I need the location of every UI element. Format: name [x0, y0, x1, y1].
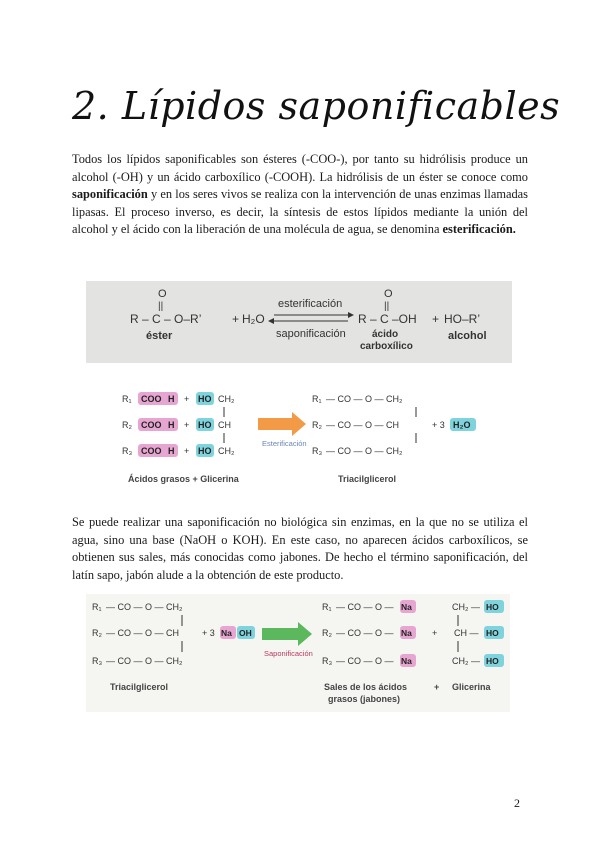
glycerol-carbon: CH₂ — [218, 394, 235, 404]
acid-formula: R – C –OH — [358, 312, 417, 326]
coo-group: COO — [141, 420, 162, 430]
ester-chain: — CO — O — CH₂ — [106, 656, 183, 666]
base-coefficient: + 3 — [202, 628, 215, 638]
carbonyl-oxygen: O — [384, 288, 393, 300]
carbonyl-oxygen: O — [158, 288, 167, 300]
r-group: R₁ — [92, 602, 102, 612]
r-group: R₁ — [122, 394, 132, 404]
plus-sign: + — [184, 394, 190, 404]
ester-label: éster — [146, 330, 173, 342]
water-formula: H₂O — [453, 420, 471, 430]
ho-group: HO — [486, 656, 499, 666]
ho-group: HO — [486, 628, 499, 638]
reactants-label: Ácidos grasos + Glicerina — [128, 474, 239, 484]
ho-group: HO — [486, 602, 499, 612]
ester-chain: — CO — O — CH — [106, 628, 180, 638]
alcohol-formula: HO–R’ — [444, 312, 481, 326]
hydrogen: H — [168, 446, 175, 456]
double-bond: || — [158, 301, 164, 312]
r-group: R₃ — [122, 446, 133, 456]
acid-row-3 — [122, 444, 235, 457]
ester-chain: — CO — O — CH₂ — [106, 602, 183, 612]
r-group: R₂ — [322, 628, 332, 638]
ester-chain: — CO — O — CH₂ — [326, 446, 403, 456]
figure-ester-equilibrium — [86, 281, 512, 363]
arrow-label-esterificacion: esterificación — [278, 298, 343, 310]
ester-chain: — CO — O — CH — [326, 420, 400, 430]
keyword-esterificacion: esterificación. — [442, 222, 516, 237]
hydrogen: H — [168, 394, 175, 404]
acid-row-1 — [122, 392, 235, 405]
glycerol-carbon: CH₂ — [218, 446, 235, 456]
sodium: Na — [401, 656, 412, 666]
sodium: Na — [401, 602, 412, 612]
plus-sign: + — [432, 628, 438, 638]
salt-chain: — CO — O — — [336, 628, 394, 638]
ho-group: HO — [198, 446, 212, 456]
paragraph-text: Todos los lípidos saponificables son ésteres (-COO-), por tanto su hidrólisis produce un alcohol (-OH) y un ácido carboxílico (-COOH). La hidrólisis de un éster se conoce como — [72, 152, 528, 184]
ester-chain: — CO — O — CH₂ — [326, 394, 403, 404]
sodium: Na — [221, 628, 232, 638]
plus-sign: + — [432, 312, 440, 326]
r-group: R₂ — [122, 420, 132, 430]
soap-label: grasos (jabones) — [328, 694, 401, 704]
saponification-arrow — [262, 622, 312, 646]
ho-group: HO — [198, 420, 212, 430]
r-group: R₁ — [312, 394, 322, 404]
page-number: 2 — [514, 796, 520, 810]
acid-label: carboxílico — [360, 341, 413, 352]
hydrogen: H — [168, 420, 175, 430]
glycerol-carbon: CH — [218, 420, 231, 430]
r-group: R₃ — [312, 446, 323, 456]
glycerol-carbon: CH₂ — — [452, 602, 480, 612]
acid-label: ácido — [372, 329, 399, 340]
coo-group: COO — [141, 394, 162, 404]
coo-group: COO — [141, 446, 162, 456]
saponification-label: Saponificación — [264, 649, 313, 658]
plus-sign: + — [184, 420, 190, 430]
reactant-label: Triacilglicerol — [110, 682, 169, 692]
r-group: R₃ — [92, 656, 103, 666]
water-coefficient: + 3 — [432, 420, 445, 430]
paragraph-text: y en los seres vivos se realiza con la intervención de unas enzimas llamadas lipasas. El proceso inverso, es decir, la síntesis de estos lípidos mediante la unión del alcohol y el ácido con la liberación de una molécula de agua, se denomina — [72, 187, 528, 237]
arrow-label-saponificacion: saponificación — [276, 328, 346, 340]
water-formula: H₂O — [242, 312, 265, 326]
acid-row-2 — [122, 418, 231, 431]
r-group: R₂ — [312, 420, 322, 430]
salt-chain: — CO — O — — [336, 656, 394, 666]
sodium: Na — [401, 628, 412, 638]
ester-formula: R – C – O–R’ — [130, 312, 202, 326]
hydroxide: OH — [239, 628, 252, 638]
page-title: 2. Lípidos saponificables — [72, 84, 561, 128]
paragraph-non-biological: Se puede realizar una saponificación no biológica sin enzimas, en la que no se utiliza el agua, sino una base (NaOH o KOH). En este caso, no aparecen ácidos carboxílicos, se obtienen sus sales, más conocidas como jabones. De hecho el término saponificación, del latín sapo, jabón alude a la obtención de este producto. — [72, 515, 528, 582]
r-group: R₂ — [92, 628, 102, 638]
plus-sign: + — [184, 446, 190, 456]
ho-group: HO — [198, 394, 212, 404]
plus-sign: + — [434, 682, 440, 692]
esterification-arrow — [258, 412, 306, 436]
esterification-label: Esterificación — [262, 439, 307, 448]
r-group: R₁ — [322, 602, 332, 612]
paragraph-hydrolysis — [72, 151, 528, 239]
figure-esterification — [120, 386, 482, 492]
forward-arrowhead — [348, 312, 354, 318]
plus-sign: + — [232, 312, 240, 326]
glycerol-carbon: CH — — [454, 628, 479, 638]
figure-saponification — [86, 594, 510, 712]
product-label: Triacilglicerol — [338, 474, 397, 484]
salt-chain: — CO — O — — [336, 602, 394, 612]
r-group: R₃ — [322, 656, 333, 666]
soap-label: Sales de los ácidos — [324, 682, 408, 692]
alcohol-label: alcohol — [448, 330, 487, 342]
glycerin-label: Glicerina — [452, 682, 491, 692]
glycerol-carbon: CH₂ — — [452, 656, 480, 666]
reverse-arrowhead — [268, 318, 274, 324]
double-bond: || — [384, 301, 390, 312]
keyword-saponificacion: saponificación — [72, 187, 148, 202]
